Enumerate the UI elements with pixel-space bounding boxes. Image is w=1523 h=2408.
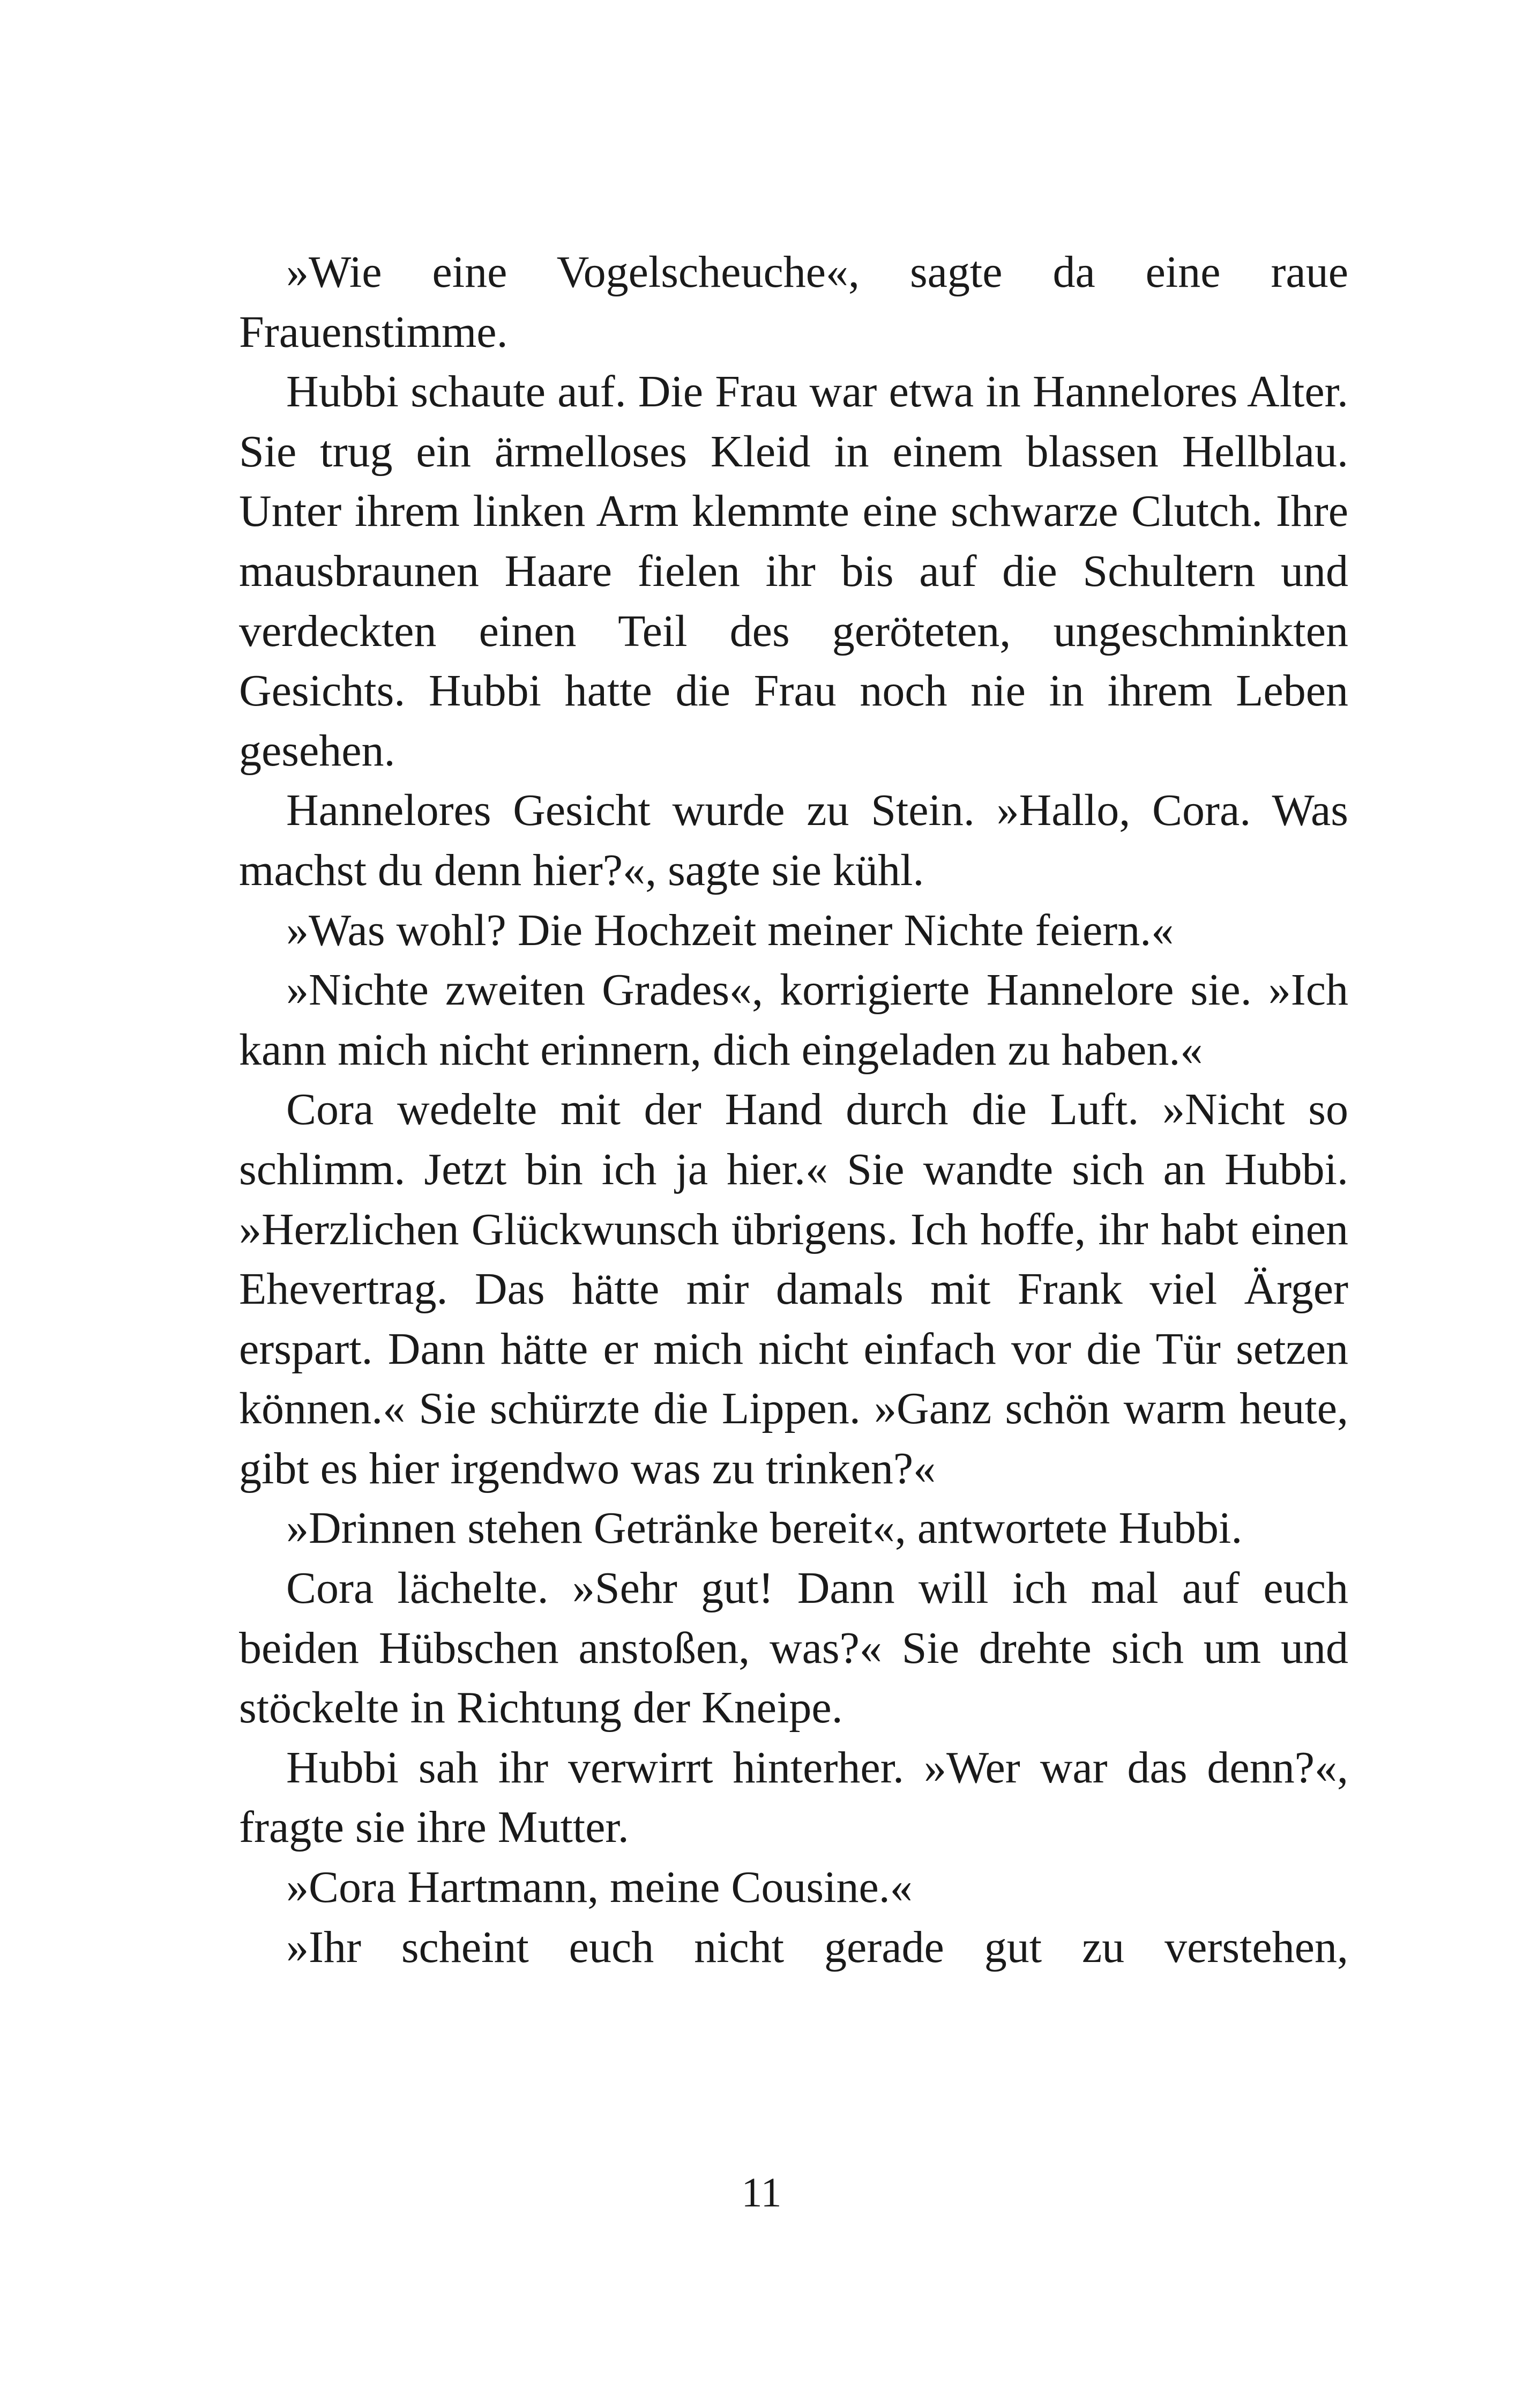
paragraph-continued: »Ihr scheint euch nicht gerade gut zu verstehen,	[286, 1922, 1348, 1972]
paragraph: Hubbi sah ihr verwirrt hinterher. »Wer war das denn?«, fragte sie ihre Mutter.	[239, 1742, 1348, 1853]
paragraph: Hubbi schaute auf. Die Frau war etwa in Hannelores Alter. Sie trug ein ärmelloses Kleid in einem blassen Hellblau. Unter ihrem linken Arm klemmte eine schwarze Clutch. Ihre mausbraunen Haare fielen ihr bis auf die Schultern und verdeckten einen Teil des geröteten, ungeschminkten Gesichts. Hubbi hatte die Frau noch nie in ihrem Leben gesehen.	[239, 367, 1348, 776]
paragraph: Cora lächelte. »Sehr gut! Dann will ich mal auf euch beiden Hübschen anstoßen, was?« Sie drehte sich um und stöckelte in Richtung der Kneipe.	[239, 1563, 1348, 1733]
paragraph: »Wie eine Vogelscheuche«, sagte da eine raue Frauenstimme.	[239, 247, 1348, 357]
paragraph: »Was wohl? Die Hochzeit meiner Nichte feiern.«	[286, 905, 1174, 955]
paragraph: Hannelores Gesicht wurde zu Stein. »Hallo, Cora. Was machst du denn hier?«, sagte sie kühl.	[239, 785, 1348, 895]
paragraph: »Drinnen stehen Getränke bereit«, antwortete Hubbi.	[286, 1503, 1243, 1554]
paragraph: »Nichte zweiten Grades«, korrigierte Hannelore sie. »Ich kann mich nicht erinnern, dich eingeladen zu haben.«	[239, 965, 1348, 1075]
paragraph: Cora wedelte mit der Hand durch die Luft. »Nicht so schlimm. Jetzt bin ich ja hier.« Sie wandte sich an Hubbi. »Herzlichen Glückwunsch übrigens. Ich hoffe, ihr habt einen Ehevertrag. Das hätte mir damals mit Frank viel Ärger erspart. Dann hätte er mich nicht einfach vor die Tür setzen können.« Sie schürzte die Lippen. »Ganz schön warm heute, gibt es hier irgendwo was zu trinken?«	[239, 1084, 1348, 1493]
body-text	[239, 242, 1348, 1977]
paragraph: »Cora Hartmann, meine Cousine.«	[286, 1862, 913, 1913]
page-number: 11	[741, 2169, 782, 2216]
